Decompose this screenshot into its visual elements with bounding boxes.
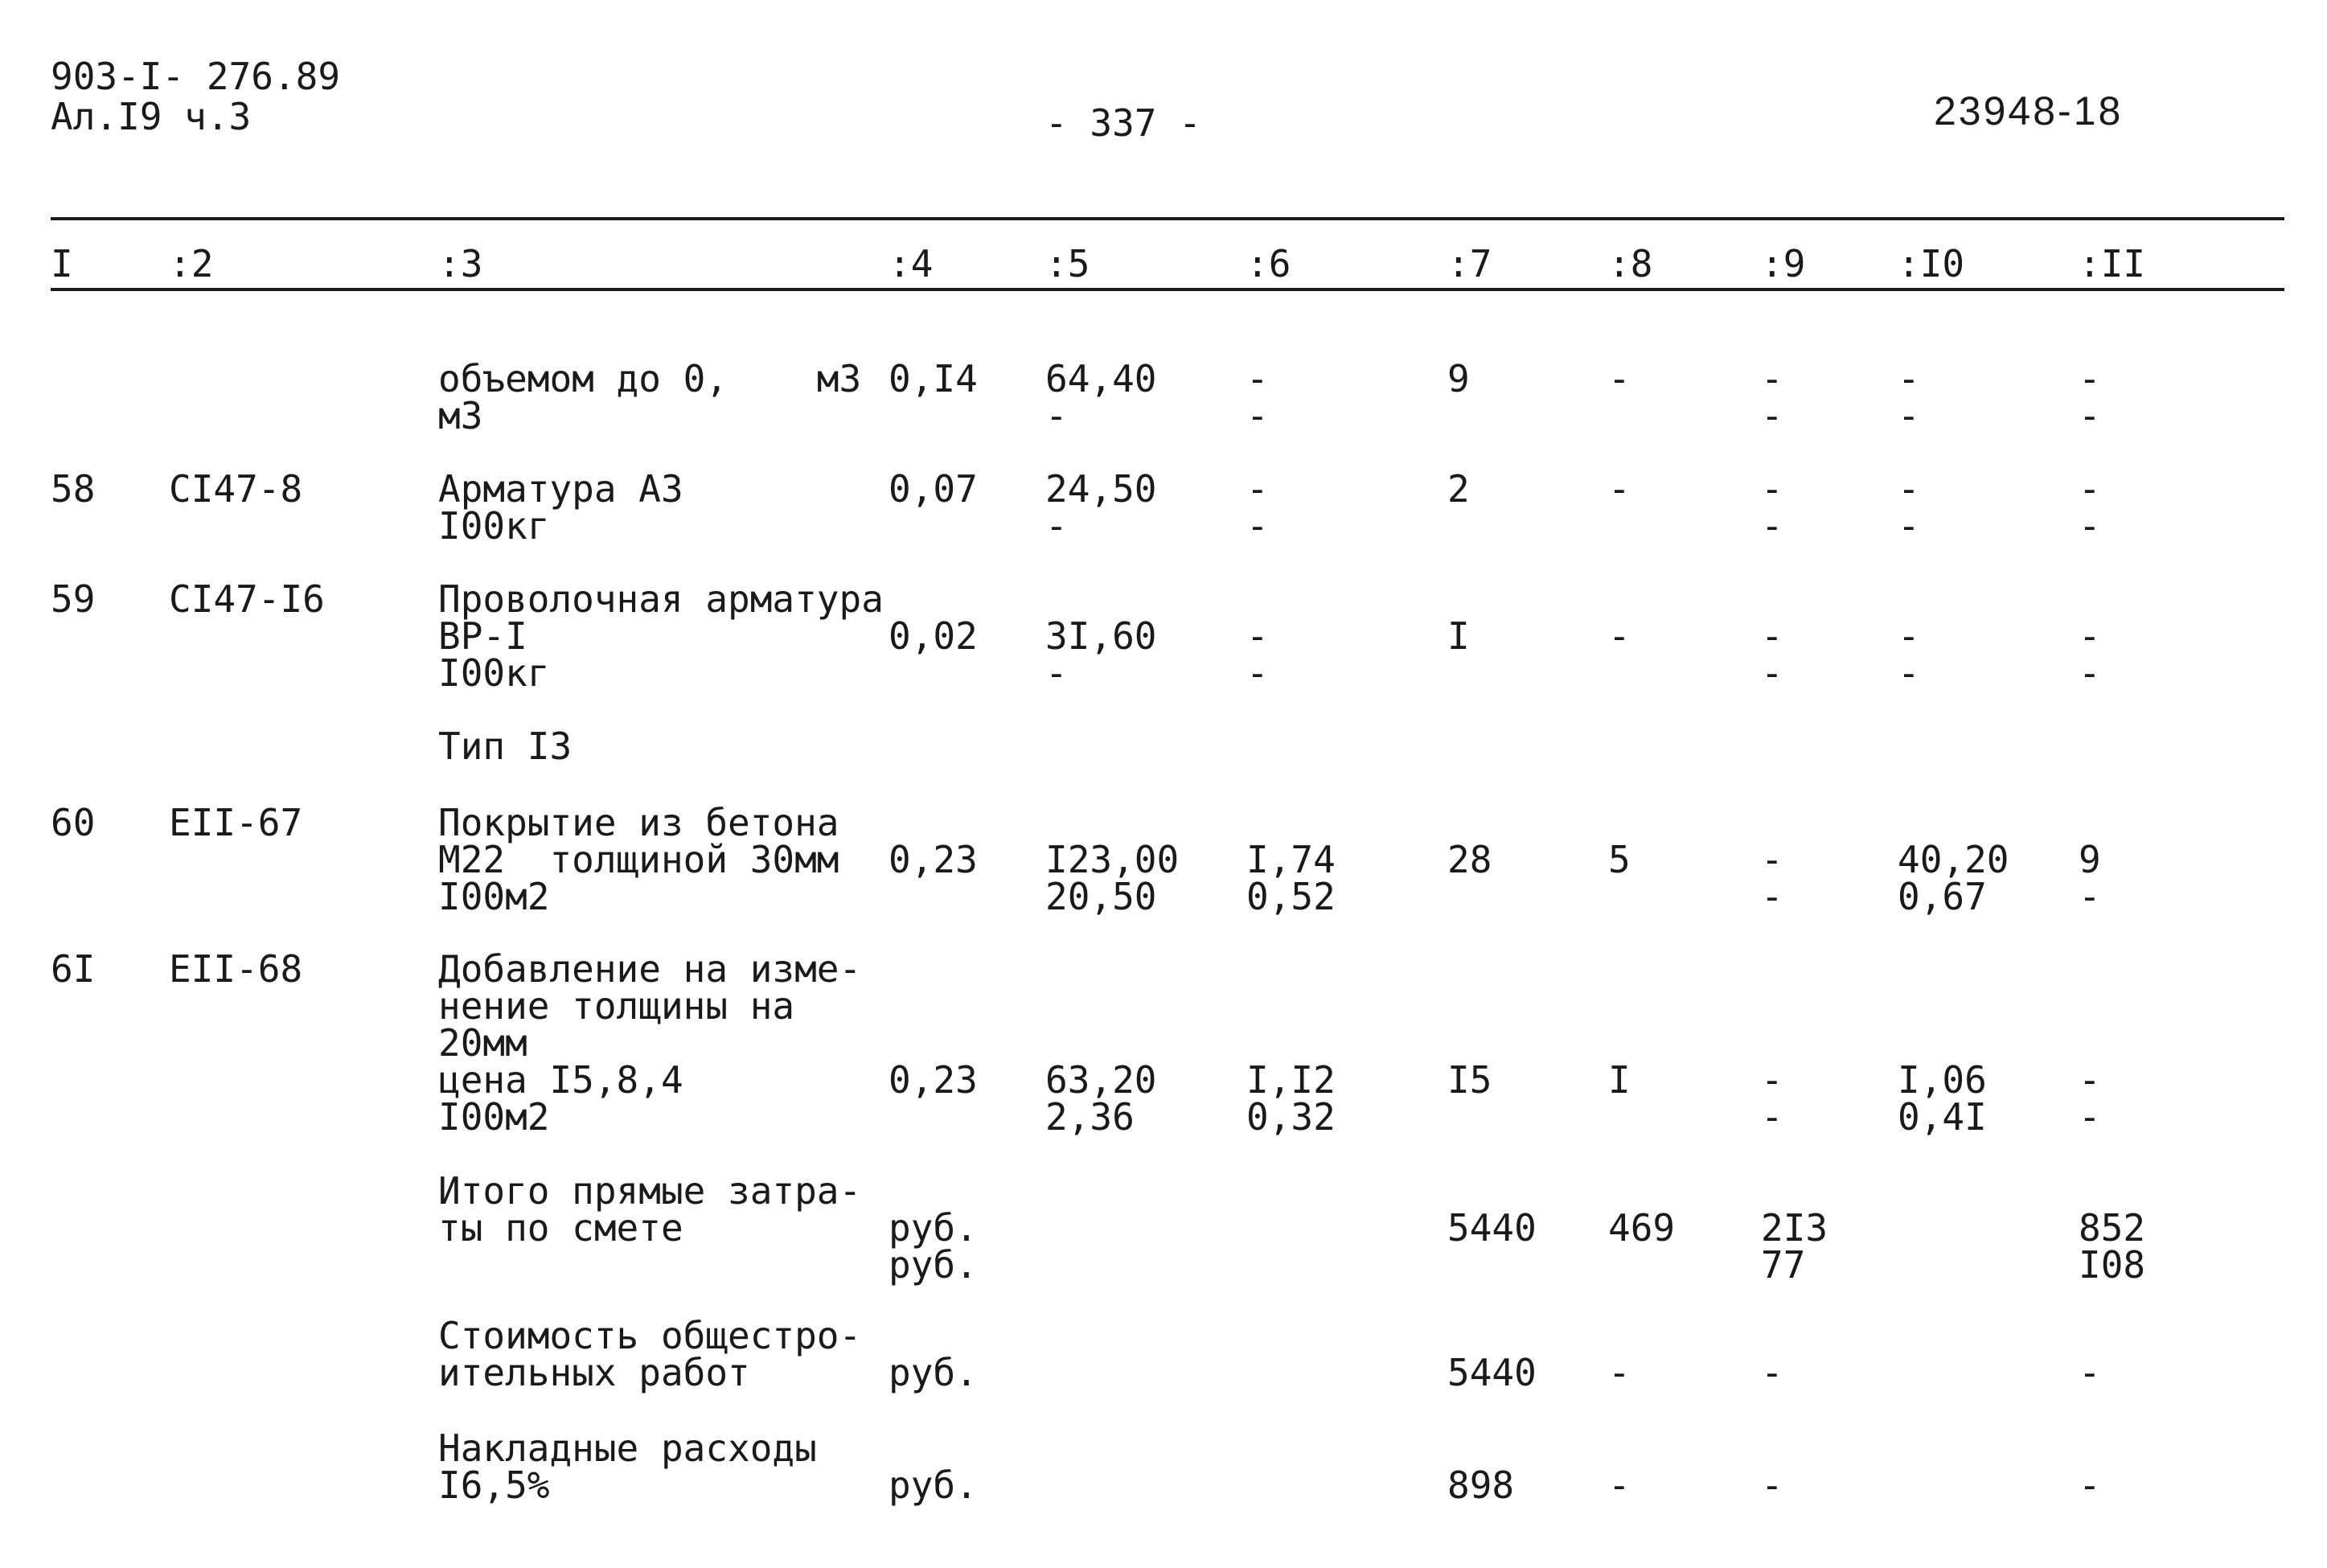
row-col7: 28	[1447, 838, 1492, 881]
row-description: Итого прямые затра- ты по смете	[438, 1169, 862, 1250]
row-quantity: 0,07	[889, 467, 978, 511]
row-col8: -	[1608, 1463, 1631, 1507]
col-header-9: :9	[1761, 242, 1806, 285]
row-unit: руб. руб.	[889, 1206, 978, 1287]
row-col9: - -	[1761, 357, 1783, 437]
doc-code: 903-I- 276.89	[51, 55, 341, 98]
row-col9: 2I3 77	[1761, 1206, 1828, 1287]
row-description: Стоимость общестро- ительных работ	[438, 1314, 862, 1394]
row-code: EII-67	[169, 801, 303, 844]
col-header-11: :II	[2079, 242, 2146, 285]
album-ref: Ал.I9 ч.3	[51, 95, 252, 138]
row-description: Арматура А3 I00кг	[438, 467, 683, 548]
row-description: Проволочная арматура ВР-I I00кг	[438, 577, 884, 695]
col-header-3: :3	[438, 242, 483, 285]
row-code: EII-68	[169, 947, 303, 991]
row-unit: руб.	[889, 1351, 978, 1394]
col-header-7: :7	[1447, 242, 1492, 285]
row-col7: 5440	[1447, 1206, 1537, 1250]
row-col11: - -	[2079, 614, 2101, 695]
archive-stamp: 23948-18	[1934, 88, 2124, 133]
row-code: CI47-8	[169, 467, 303, 511]
col-header-1: I	[51, 242, 73, 285]
row-unit-price: 3I,60 -	[1045, 614, 1157, 695]
row-col11: -	[2079, 1463, 2101, 1507]
row-quantity: 0,02	[889, 614, 978, 658]
row-quantity: 0,23	[889, 838, 978, 881]
row-description: Покрытие из бетона М22 толщиной 30мм I00м2	[438, 801, 839, 918]
header-rule	[51, 288, 2284, 291]
row-col6: - -	[1246, 357, 1269, 437]
row-col11: - -	[2079, 1058, 2101, 1139]
col-header-4: :4	[889, 242, 934, 285]
row-col6: - -	[1246, 467, 1269, 548]
row-col7: 2	[1447, 467, 1470, 511]
row-col11: -	[2079, 1351, 2101, 1394]
row-col10: - -	[1898, 357, 1920, 437]
row-col10: I,06 0,4I	[1898, 1058, 1987, 1139]
row-col9: - -	[1761, 838, 1783, 918]
top-rule	[51, 217, 2284, 220]
col-header-2: :2	[169, 242, 214, 285]
col-header-5: :5	[1045, 242, 1090, 285]
row-quantity: 0,I4	[889, 357, 978, 400]
row-col8: 5	[1608, 838, 1631, 881]
page-number: - 337 -	[1045, 101, 1201, 145]
row-description: объемом до 0, м3 м3	[438, 357, 862, 437]
row-unit-price: 24,50 -	[1045, 467, 1157, 548]
row-unit-price: 64,40 -	[1045, 357, 1157, 437]
row-quantity: 0,23	[889, 1058, 978, 1102]
row-col7: I5	[1447, 1058, 1492, 1102]
section-heading: Тип I3	[438, 724, 573, 768]
row-unit: руб.	[889, 1463, 978, 1507]
row-col8: I	[1608, 1058, 1631, 1102]
row-col8: -	[1608, 467, 1631, 511]
row-number: 60	[51, 801, 96, 844]
row-col11: - -	[2079, 357, 2101, 437]
row-unit-price: I23,00 20,50	[1045, 838, 1180, 918]
row-col7: 5440	[1447, 1351, 1537, 1394]
row-col6: - -	[1246, 614, 1269, 695]
row-col6: I,I2 0,32	[1246, 1058, 1336, 1139]
row-col7: 9	[1447, 357, 1470, 400]
col-header-10: :I0	[1898, 242, 1965, 285]
row-col9: -	[1761, 1463, 1783, 1507]
row-col8: 469	[1608, 1206, 1676, 1250]
row-description: Добавление на изме- нение толщины на 20мм цена I5,8,4 I00м2	[438, 947, 862, 1139]
row-col6: I,74 0,52	[1246, 838, 1336, 918]
row-col8: -	[1608, 1351, 1631, 1394]
col-header-8: :8	[1608, 242, 1653, 285]
row-number: 6I	[51, 947, 96, 991]
col-header-6: :6	[1246, 242, 1291, 285]
row-col7: 898	[1447, 1463, 1515, 1507]
row-col9: - -	[1761, 1058, 1783, 1139]
row-col9: - -	[1761, 614, 1783, 695]
row-col9: -	[1761, 1351, 1783, 1394]
row-col8: -	[1608, 357, 1631, 400]
row-col11: - -	[2079, 467, 2101, 548]
row-col10: - -	[1898, 614, 1920, 695]
row-number: 59	[51, 577, 96, 621]
row-col10: 40,20 0,67	[1898, 838, 2009, 918]
row-number: 58	[51, 467, 96, 511]
row-code: CI47-I6	[169, 577, 325, 621]
row-col9: - -	[1761, 467, 1783, 548]
row-col8: -	[1608, 614, 1631, 658]
row-unit-price: 63,20 2,36	[1045, 1058, 1157, 1139]
row-col10: - -	[1898, 467, 1920, 548]
row-description: Накладные расходы I6,5%	[438, 1426, 817, 1507]
row-col11: 852 I08	[2079, 1206, 2146, 1287]
row-col7: I	[1447, 614, 1470, 658]
row-col11: 9 -	[2079, 838, 2101, 918]
